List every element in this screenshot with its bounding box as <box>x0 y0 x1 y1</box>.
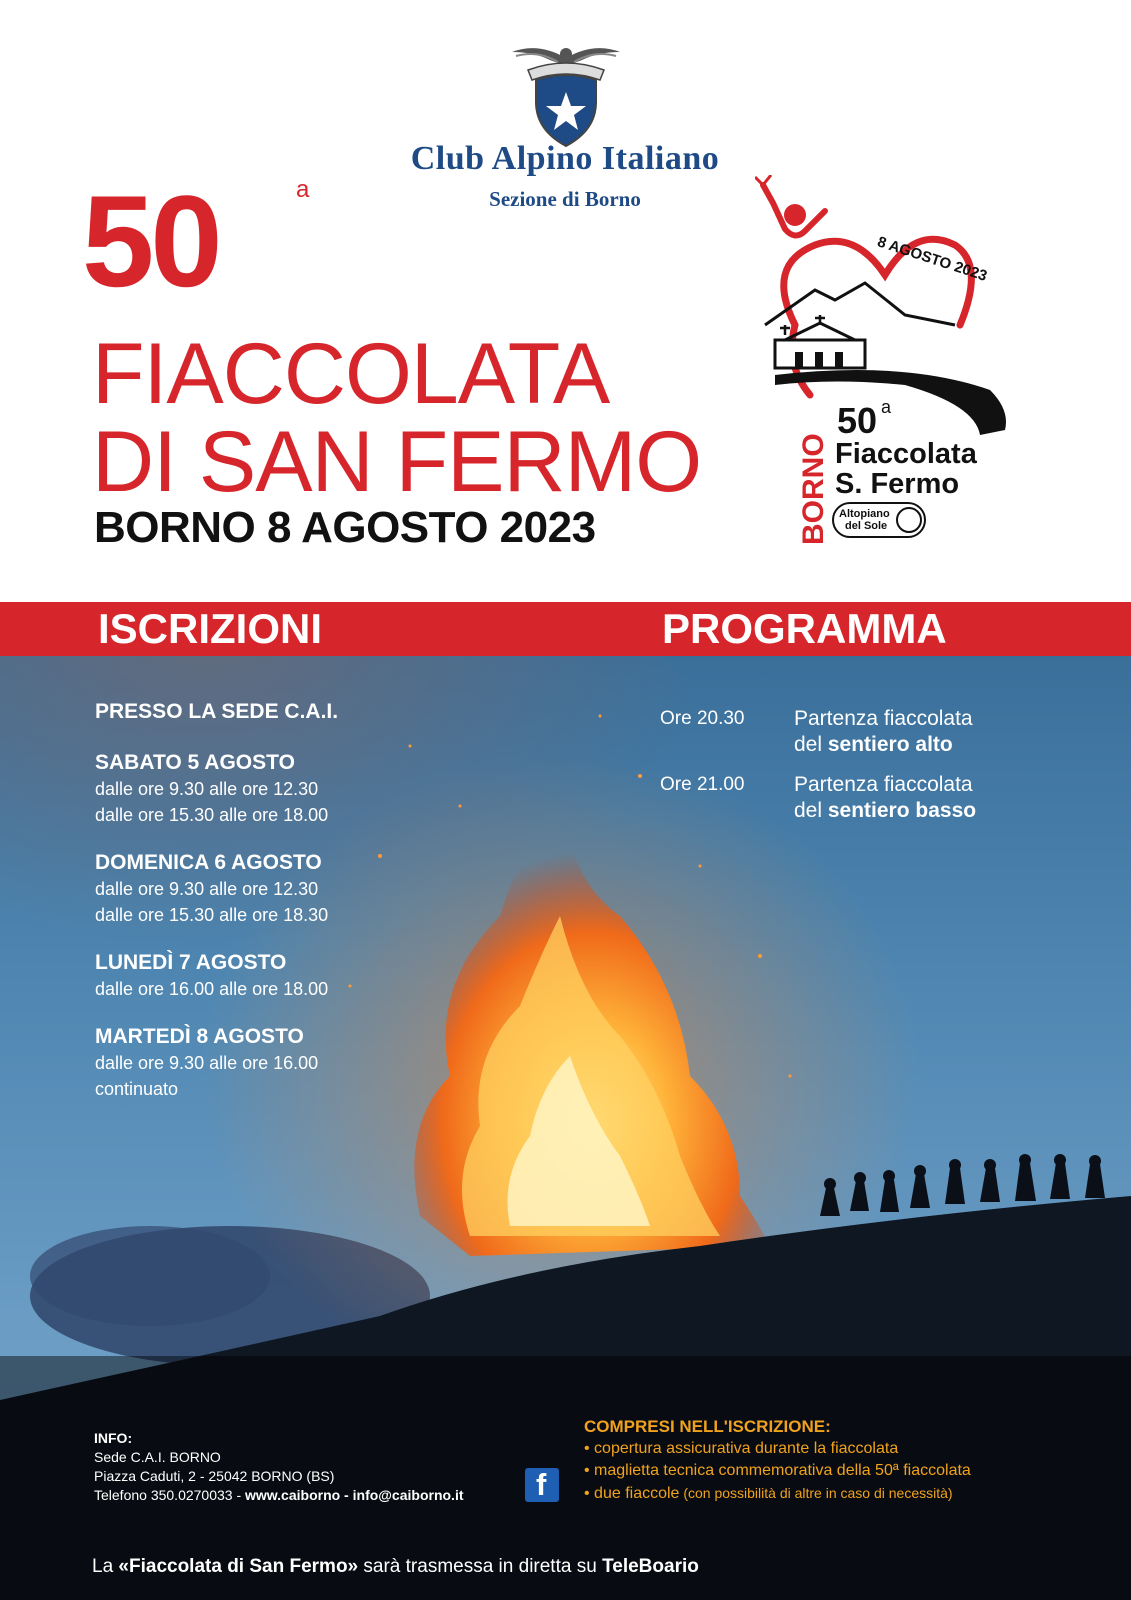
day-hours: continuato <box>95 1079 179 1099</box>
program-list <box>660 706 1100 838</box>
logo-partner-line-1: Altopiano <box>839 508 890 520</box>
day-name: SABATO 5 AGOSTO <box>95 751 295 774</box>
info-email-link[interactable]: info@caiborno.it <box>352 1487 464 1503</box>
day-hours: dalle ore 9.30 alle ore 16.00 <box>95 1053 319 1073</box>
event-title <box>92 326 702 510</box>
registration-day <box>95 750 495 828</box>
info-phone: Telefono 350.0270033 - <box>94 1487 246 1503</box>
program-description <box>794 772 976 824</box>
included-item: • maglietta tecnica commemorativa della 50ª fiaccolata <box>584 1462 971 1479</box>
logo-name-line-1: Fiaccolata <box>835 438 977 470</box>
broadcast-channel: TeleBoario <box>602 1556 699 1577</box>
logo-edition-suffix: a <box>881 397 892 417</box>
day-hours: dalle ore 16.00 alle ore 18.00 <box>95 979 329 999</box>
info-block <box>94 1429 554 1505</box>
facebook-icon[interactable]: f <box>525 1468 559 1502</box>
day-hours: dalle ore 15.30 alle ore 18.00 <box>95 805 329 825</box>
info-website-link[interactable]: www.caiborno <box>245 1487 341 1503</box>
info-address-2: Piazza Caduti, 2 - 25042 BORNO (BS) <box>94 1468 335 1484</box>
day-name: DOMENICA 6 AGOSTO <box>95 851 322 874</box>
broadcast-event-name: «Fiaccolata di San Fermo» <box>118 1556 359 1577</box>
edition-number: 50 <box>82 168 219 314</box>
day-hours: dalle ore 9.30 alle ore 12.30 <box>95 879 319 899</box>
program-line <box>794 798 976 824</box>
info-heading: INFO: <box>94 1430 133 1446</box>
event-subtitle: BORNO 8 AGOSTO 2023 <box>94 503 596 552</box>
logo-date-arc: 8 AGOSTO 2023 <box>875 233 990 285</box>
day-hours: dalle ore 9.30 alle ore 12.30 <box>95 779 319 799</box>
broadcast-note <box>92 1556 699 1578</box>
included-item-main: • due fiaccole <box>584 1485 680 1502</box>
logo-vertical-word: BORNO <box>797 433 830 545</box>
registration-day <box>95 850 495 928</box>
program-row <box>660 772 1100 824</box>
section-band <box>0 602 1131 656</box>
band-label-registrations: ISCRIZIONI <box>98 605 323 652</box>
registration-day <box>95 950 495 1002</box>
org-name: Club Alpino Italiano <box>410 140 720 177</box>
registration-list <box>95 700 495 1124</box>
program-row <box>660 706 1100 758</box>
program-line <box>794 732 973 758</box>
logo-name-line-2: S. Fermo <box>835 468 960 500</box>
org-section: Sezione di Borno <box>489 187 641 211</box>
day-name: MARTEDÌ 8 AGOSTO <box>95 1025 304 1048</box>
logo-partner-line-2: del Sole <box>845 520 888 532</box>
program-description <box>794 706 973 758</box>
broadcast-middle: sarà trasmessa in diretta su <box>358 1556 603 1577</box>
title-line-1: FIACCOLATA <box>92 326 610 422</box>
program-prefix: del <box>794 799 828 822</box>
band-label-program: PROGRAMMA <box>662 605 947 652</box>
title-line-2: DI SAN FERMO <box>92 414 702 510</box>
program-line: Partenza fiaccolata <box>794 773 973 796</box>
edition-suffix: a <box>296 176 310 203</box>
info-address-1: Sede C.A.I. BORNO <box>94 1449 221 1465</box>
registration-heading: PRESSO LA SEDE C.A.I. <box>95 700 339 723</box>
program-time: Ore 20.30 <box>660 708 745 729</box>
broadcast-prefix: La <box>92 1556 119 1577</box>
info-separator: - <box>340 1487 353 1503</box>
day-name: LUNEDÌ 7 AGOSTO <box>95 951 287 974</box>
cai-eagle-logo-icon <box>508 40 624 150</box>
included-item-note: (con possibilità di altre in caso di necessità) <box>679 1485 953 1501</box>
logo-edition: 50 <box>837 400 878 441</box>
included-list <box>584 1416 1104 1505</box>
registration-day <box>95 1024 495 1102</box>
included-item: • copertura assicurativa durante la fiaccolata <box>584 1440 899 1457</box>
event-logo <box>755 175 1025 565</box>
program-time: Ore 21.00 <box>660 774 745 795</box>
info-contacts <box>94 1486 554 1505</box>
included-heading: COMPRESI NELL'ISCRIZIONE: <box>584 1417 831 1436</box>
program-trail: sentiero basso <box>827 799 977 822</box>
included-item <box>584 1482 1104 1505</box>
day-hours: dalle ore 15.30 alle ore 18.30 <box>95 905 329 925</box>
program-line: Partenza fiaccolata <box>794 707 973 730</box>
program-prefix: del <box>794 733 828 756</box>
program-trail: sentiero alto <box>827 733 953 756</box>
